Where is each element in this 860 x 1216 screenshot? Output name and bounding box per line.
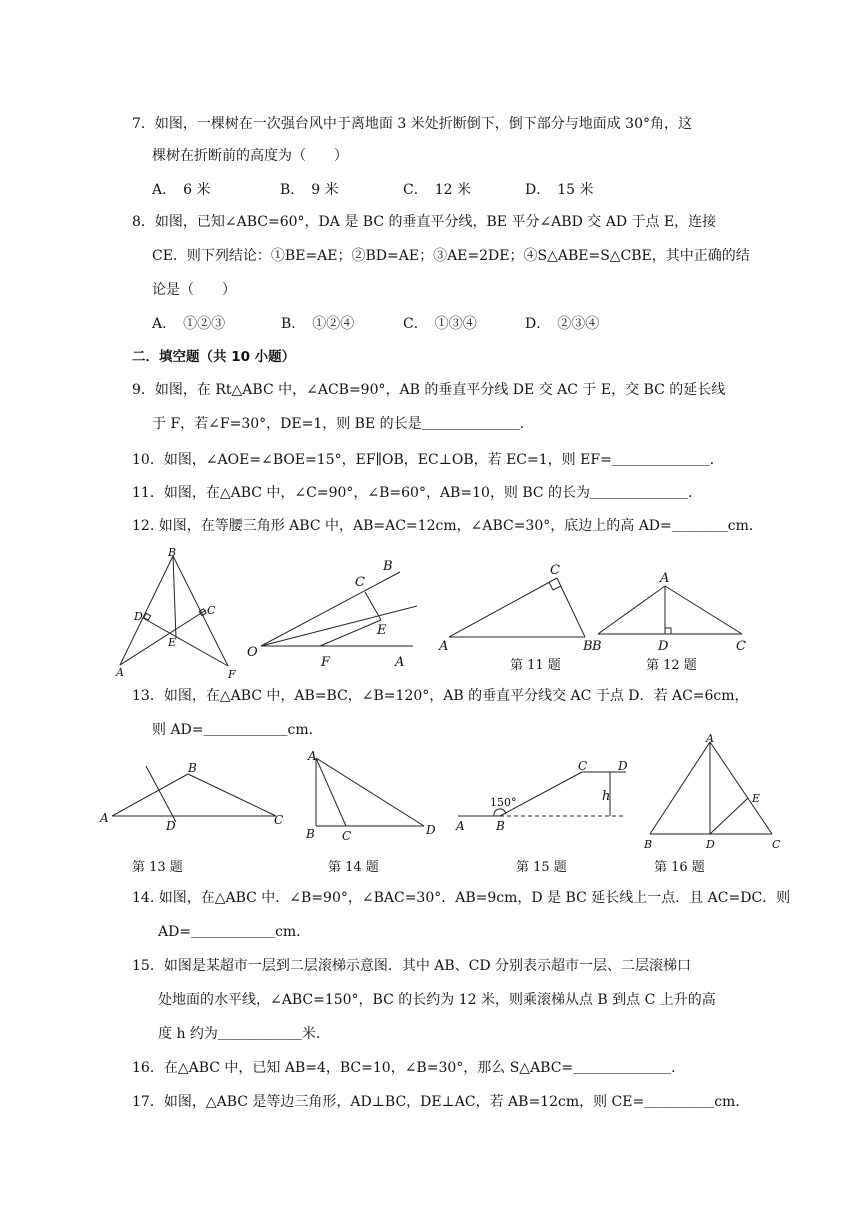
q15-line2: 处地面的水平线，∠ABC=150°，BC 的长约为 12 米，则乘滚梯从点 B 到点 C 上升的高 xyxy=(158,992,716,1008)
q8-option-a: A． ①②③ xyxy=(152,316,226,332)
q7-option-b: B． 9 米 xyxy=(280,182,339,198)
q13-line1: 13．如图，在△ABC 中，AB=BC，∠B=120°，AB 的垂直平分线交 AC 于点 D．若 AC=6cm， xyxy=(132,688,749,704)
q15-line1: 15．如图是某超市一层到二层滚梯示意图．其中 AB、CD 分别表示超市一层、二层滚梯口 xyxy=(132,958,692,974)
fig15-label-b: B xyxy=(496,819,505,833)
q7-line1: 7．如图，一棵树在一次强台风中于离地面 3 米处折断倒下，倒下部分与地面成 30°角，这 xyxy=(132,116,692,132)
figure-q13 xyxy=(96,760,296,832)
figure-q11 xyxy=(435,560,595,656)
fig10-label-o: O xyxy=(247,645,258,660)
fig15-label-c: C xyxy=(578,759,588,773)
caption-q14: 第 14 题 xyxy=(328,860,379,875)
q8-line1: 8．如图，已知∠ABC=60°，DA 是 BC 的垂直平分线，BE 平分∠ABD 交 AD 于点 E，连接 xyxy=(132,214,717,230)
fig13-label-a: A xyxy=(100,811,109,825)
caption-q13: 第 13 题 xyxy=(132,860,183,875)
caption-q16: 第 16 题 xyxy=(654,860,705,875)
fig15-label-h: h xyxy=(602,789,611,804)
fig9-label-d: D xyxy=(134,610,143,623)
fig16-label-d: D xyxy=(706,838,715,851)
q7-line2: 棵树在折断前的高度为（ ） xyxy=(152,148,348,164)
fig12-label-a: A xyxy=(660,571,670,586)
q8-option-b: B． ①②④ xyxy=(281,316,355,332)
figure-q12 xyxy=(590,568,750,656)
q8-option-c: C． ①③④ xyxy=(403,316,477,332)
fig15-label-angle: 150° xyxy=(490,796,517,809)
figure-q16 xyxy=(640,730,790,852)
q8-line3: 论是（ ） xyxy=(152,282,236,298)
fig10-label-e: E xyxy=(377,623,387,638)
fig11-label-a: A xyxy=(439,639,449,654)
q9-line1: 9．如图，在 Rt△ABC 中，∠ACB=90°，AB 的垂直平分线 DE 交 AC 于 E，交 BC 的延长线 xyxy=(132,382,726,398)
fig10-label-a: A xyxy=(395,655,405,670)
fig12-label-d: D xyxy=(658,639,669,654)
fig11-label-c: C xyxy=(550,563,560,578)
q16-line1: 16．在△ABC 中，已知 AB=4，BC=10，∠B=30°，那么 S△ABC=＿＿＿＿＿＿＿． xyxy=(132,1060,686,1076)
fig16-label-c: C xyxy=(772,838,781,851)
q17-line1: 17．如图，△ABC 是等边三角形，AD⊥BC，DE⊥AC，若 AB=12cm，则 CE=＿＿＿＿＿cm． xyxy=(132,1094,750,1110)
fig9-label-e: E xyxy=(168,636,177,649)
fig14-label-c: C xyxy=(342,829,352,843)
caption-q11: 第 11 题 xyxy=(510,658,561,673)
fig14-label-d: D xyxy=(426,823,436,837)
fig11-label-b: B xyxy=(583,639,593,654)
q14-line2: AD=＿＿＿＿＿＿cm． xyxy=(158,924,311,940)
q9-line2: 于 F，若∠F=30°，DE=1，则 BE 的长是＿＿＿＿＿＿＿． xyxy=(152,416,534,432)
q8-option-d: D． ②③④ xyxy=(525,316,600,332)
fig9-label-a: A xyxy=(116,666,124,679)
fig12-label-c: C xyxy=(736,639,746,654)
q7-option-c: C． 12 米 xyxy=(403,182,471,198)
fig16-label-e: E xyxy=(752,792,761,805)
figure-q10 xyxy=(245,556,425,668)
q11-line1: 11．如图，在△ABC 中，∠C=90°，∠B=60°，AB=10，则 BC 的长为＿＿＿＿＿＿＿． xyxy=(132,485,703,501)
fig10-label-b: B xyxy=(383,559,393,574)
figure-q15 xyxy=(450,758,630,834)
section-title: 二．填空题（共 10 小题） xyxy=(132,349,296,365)
q13-line2: 则 AD=＿＿＿＿＿＿cm． xyxy=(152,722,323,738)
figure-q9 xyxy=(110,548,250,680)
q12-line1: 12. 如图，在等腰三角形 ABC 中，AB=AC=12cm，∠ABC=30°，底边上的高 AD=＿＿＿＿cm． xyxy=(132,518,763,534)
q7-option-a: A． 6 米 xyxy=(152,182,211,198)
fig14-label-b: B xyxy=(306,827,315,841)
fig15-label-d: D xyxy=(618,759,628,773)
fig14-label-a: A xyxy=(308,749,317,763)
fig13-label-d: D xyxy=(166,819,176,833)
fig13-label-c: C xyxy=(274,813,284,827)
q15-line3: 度 h 约为＿＿＿＿＿＿米． xyxy=(158,1026,330,1042)
fig15-label-a: A xyxy=(456,819,465,833)
fig16-label-b: B xyxy=(644,838,653,851)
caption-q15: 第 15 题 xyxy=(516,860,567,875)
fig10-label-c: C xyxy=(355,575,365,590)
q7-option-d: D． 15 米 xyxy=(525,182,594,198)
fig10-label-f: F xyxy=(321,655,331,670)
caption-q12: 第 12 题 xyxy=(646,658,697,673)
fig9-label-c: C xyxy=(207,604,216,617)
fig9-label-f: F xyxy=(228,668,236,681)
fig12-label-b: B xyxy=(592,639,602,654)
fig16-label-a: A xyxy=(706,732,714,745)
figure-q14 xyxy=(300,748,445,843)
q8-line2: CE．则下列结论：①BE=AE；②BD=AE；③AE=2DE；④S△ABE=S△CBE，其中正确的结 xyxy=(152,248,750,264)
fig9-label-b: B xyxy=(168,546,177,559)
q10-line1: 10．如图，∠AOE=∠BOE=15°，EF∥OB，EC⊥OB，若 EC=1，则 EF=＿＿＿＿＿＿＿． xyxy=(132,452,724,468)
fig13-label-b: B xyxy=(188,761,197,775)
q14-line1: 14. 如图，在△ABC 中．∠B=90°，∠BAC=30°．AB=9cm，D 是 BC 延长线上一点．且 AC=DC．则 xyxy=(132,890,791,906)
